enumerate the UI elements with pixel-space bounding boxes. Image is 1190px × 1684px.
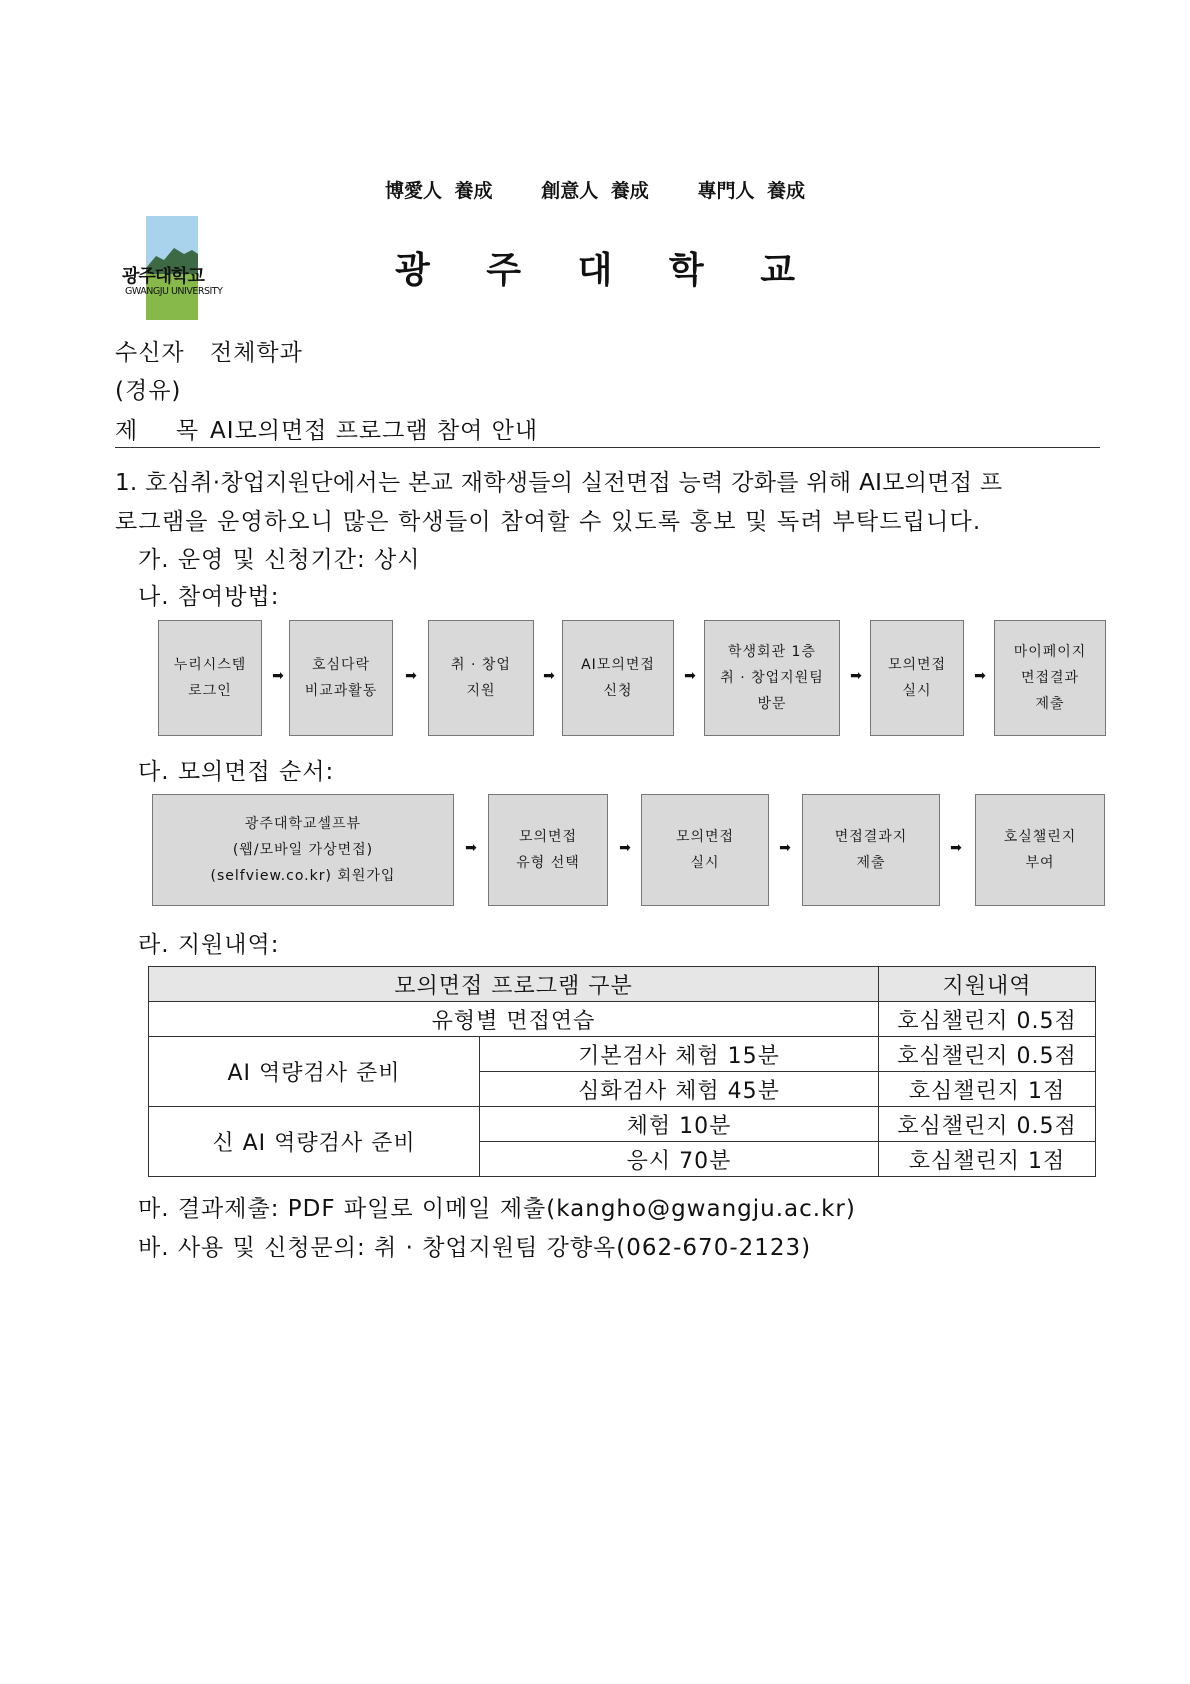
flow-step-text: 지원 [466,683,496,699]
motto [0,176,1190,203]
item-ma: 마. 결과제출: PDF 파일로 이메일 제출(kangho@gwangju.ac.kr) [138,1196,856,1222]
table-group-cell: AI 역량검사 준비 [149,1037,480,1107]
table-cell: 심화검사 체험 45분 [480,1072,879,1107]
table-cell: 호심챌린지 0.5점 [879,1037,1096,1072]
flow-step [975,794,1105,906]
flow-step [158,620,262,736]
flow-step-text: 누리시스템 [173,657,247,673]
via: (경유) [115,378,182,404]
motto-1: 博愛人 養成 [384,180,493,202]
table-cell: 응시 70분 [480,1142,879,1177]
flow-step-text: 모의면접 [518,829,578,845]
flow-step-text: 취 · 창업 [451,657,511,673]
flow-step [562,620,674,736]
logo-text-en: GWANGJU UNIVERSITY [125,286,223,297]
table-header: 지원내역 [879,967,1096,1002]
flow-step-text: 면접결과지 [834,829,908,845]
table-cell: 호심챌린지 1점 [879,1142,1096,1177]
table-row [149,1107,1096,1142]
recipient-label: 수신자 [115,340,185,366]
table-cell: 호심챌린지 0.5점 [879,1107,1096,1142]
arrow-right-icon: ➡ [543,668,555,684]
flow-step [152,794,454,906]
flow-step [994,620,1106,736]
paragraph-1-line-2: 로그램을 운영하오니 많은 학생들이 참여할 수 있도록 홍보 및 독려 부탁드립니다. [115,509,982,535]
table-cell: 체험 10분 [480,1107,879,1142]
recipient: 전체학과 [210,340,303,366]
flow-step-text: 마이페이지 [1013,644,1087,660]
table-cell: 유형별 면접연습 [149,1002,879,1037]
table-cell: 기본검사 체험 15분 [480,1037,879,1072]
support-table [148,966,1096,1177]
logo-text-ko: 광주대학교 [122,266,204,287]
arrow-right-icon: ➡ [272,668,284,684]
flow-step-text: 모의면접 [887,657,947,673]
flow-step [641,794,769,906]
flow-step-text: 제출 [1035,696,1065,712]
item-ba: 바. 사용 및 신청문의: 취 · 창업지원팀 강향옥(062-670-2123) [138,1235,812,1261]
flow-step-text: 취 · 창업지원팀 [720,670,824,686]
flow-step-text: 호실챌린지 [1003,829,1077,845]
flow-step-text: 모의면접 [675,829,735,845]
flow-step-text: 비교과활동 [304,683,378,699]
motto-3: 專門人 養成 [697,180,806,202]
arrow-right-icon: ➡ [405,668,417,684]
subject: AI모의면접 프로그램 참여 안내 [210,418,539,444]
flow-step [870,620,964,736]
flow-step-text: 유형 선택 [516,855,580,871]
arrow-right-icon: ➡ [850,668,862,684]
flow-step-text: 제출 [856,855,886,871]
item-na: 나. 참여방법: [138,584,280,610]
table-row [149,1002,1096,1037]
table-row [149,1037,1096,1072]
flow-step-text: 부여 [1025,855,1055,871]
table-header-row [149,967,1096,1002]
table-header: 모의면접 프로그램 구분 [149,967,879,1002]
item-da: 다. 모의면접 순서: [138,759,335,785]
item-ga: 가. 운영 및 신청기간: 상시 [138,547,421,573]
university-title: 광 주 대 학 교 [394,250,817,291]
flow-step [802,794,940,906]
arrow-right-icon: ➡ [684,668,696,684]
flow-step-text: 로그인 [188,683,232,699]
flow-step [488,794,608,906]
subject-label: 제 목 [115,418,207,444]
arrow-right-icon: ➡ [465,840,477,856]
motto-2: 創意人 養成 [541,180,649,202]
table-cell: 호심챌린지 0.5점 [879,1002,1096,1037]
flow-step [704,620,840,736]
flow-step-text: 면접결과 [1020,670,1080,686]
flow-step [428,620,534,736]
arrow-right-icon: ➡ [950,840,962,856]
flow-step-text: 학생회관 1층 [728,644,816,660]
table-cell: 호심챌린지 1점 [879,1072,1096,1107]
flow-step-text: AI모의면접 [581,657,655,673]
flow-step-text: 광주대학교셀프뷰 [244,816,362,832]
arrow-right-icon: ➡ [779,840,791,856]
flow-step [289,620,393,736]
flow-step-text: (selfview.co.kr) 회원가입 [210,868,396,884]
flow-step-text: (웹/모바일 가상면접) [232,842,374,858]
arrow-right-icon: ➡ [619,840,631,856]
arrow-right-icon: ➡ [974,668,986,684]
item-ra: 라. 지원내역: [138,932,280,958]
flow-step-text: 호심다락 [311,657,371,673]
paragraph-1-line-1: 1. 호심취·창업지원단에서는 본교 재학생들의 실전면접 능력 강화를 위해 AI모의면접 프 [115,470,1003,496]
table-group-cell: 신 AI 역량검사 준비 [149,1107,480,1177]
divider [115,447,1100,448]
flow-step-text: 실시 [690,855,720,871]
flow-step-text: 신청 [603,683,633,699]
flow-step-text: 실시 [902,683,932,699]
flow-step-text: 방문 [757,696,787,712]
